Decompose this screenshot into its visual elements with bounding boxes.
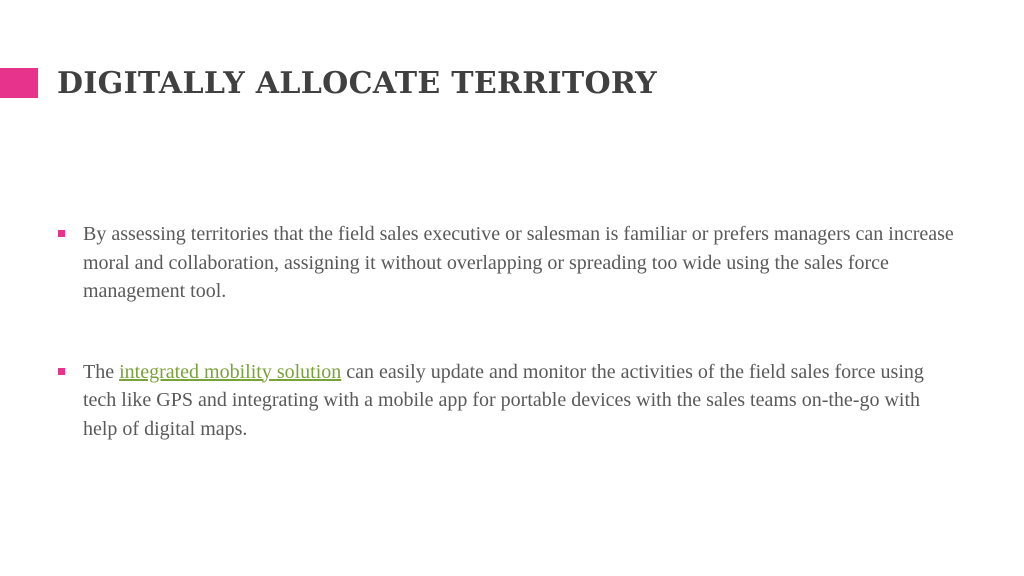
bullet-item (58, 358, 958, 444)
square-bullet-icon (58, 368, 65, 375)
bullet-item (58, 220, 958, 306)
title-accent-bar (0, 68, 38, 98)
bullet-text: By assessing territories that the field sales executive or salesman is familiar or prefers managers can increase moral and collaboration, assigning it without overlapping or spreading too wide using the sales force management tool. (83, 223, 954, 302)
integrated-mobility-solution-link[interactable]: integrated mobility solution (119, 360, 342, 383)
bullet-list (58, 220, 958, 443)
bullet-text-lead: The (83, 360, 120, 383)
bullet-text-rest: can easily update and monitor the activities of the field sales force using tech like GPS and integrating with a mobile app for portable devices with the sales teams on-the-go with help of digital maps. (83, 360, 924, 440)
square-bullet-icon (58, 230, 65, 237)
slide-title: DIGITALLY ALLOCATE TERRITORY (57, 66, 657, 101)
